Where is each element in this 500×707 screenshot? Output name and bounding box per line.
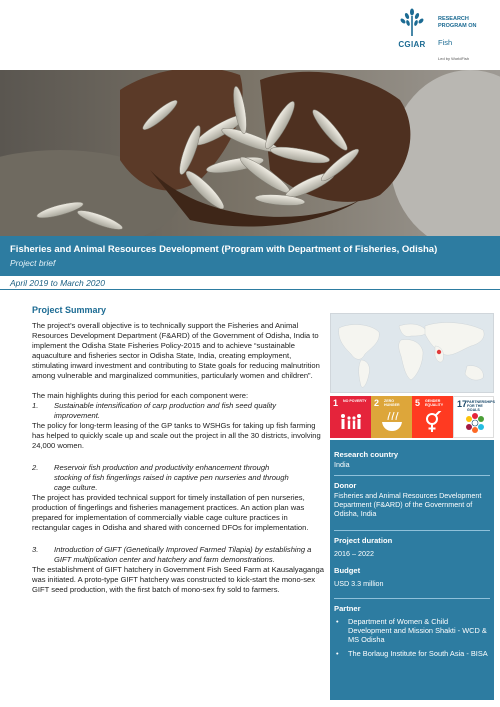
list-item: • Department of Women & Child Development and Mission Shakti - WCD & MS Odisha: [334, 617, 490, 644]
family-icon: [339, 411, 363, 433]
summary-intro: The project’s overall objective is to technically support the Fisheries and Animal Resources Development Department (F&ARD) of the Government of Odisha, India to implement the Odisha State Fisheries Policy-2015 and to achieve “sustainable aquaculture and fisheries sector in Odisha State, India, creating employment, stimulating inward investment and contributing to State goals for reducing malnutrition among vulnerable and marginalized communities, particularly women and children”.: [32, 321, 320, 380]
partner-list: [334, 617, 490, 658]
country-value: India: [334, 460, 350, 469]
hero-photo: [0, 70, 500, 236]
title-band: [0, 236, 500, 276]
donor-label: Donor: [334, 481, 357, 490]
budget-label: Budget: [334, 566, 361, 575]
country-label: Research country: [334, 450, 399, 459]
cgiar-wordmark: CGIAR: [398, 40, 426, 49]
summary-heading: Project Summary: [32, 305, 107, 315]
world-map-graphic: [331, 314, 494, 393]
budget-value: USD 3.3 million: [334, 579, 384, 588]
sdg-tile-2: [371, 396, 412, 438]
project-info-panel: [330, 440, 494, 700]
page-subtitle: Project brief: [10, 258, 56, 268]
sdg-tile-1: [330, 396, 371, 438]
sdg-tile-17: [453, 396, 494, 438]
donor-value: Fisheries and Animal Resources Development Department (F&ARD) of the Government of Odisha, India: [334, 491, 482, 518]
highlight-item: [32, 463, 324, 533]
highlight-item: [32, 545, 324, 595]
page-header: [0, 0, 500, 70]
highlight-body: The establishment of GIFT hatchery in Government Fish Seed Farm at Kausalyaganga was initiated. A proto-type GIFT hatchery was constructed to kick-start the mono-sex GIFT seed production, with the first batch of mono-sex fry sold to farmers.: [32, 565, 324, 594]
flower-icon: [463, 412, 487, 434]
highlight-item: [32, 401, 324, 451]
sdg-tile-5: [412, 396, 453, 438]
divider: [334, 475, 490, 476]
bowl-icon: [380, 411, 404, 433]
cgiar-fish-logo: [392, 8, 500, 64]
highlight-body: The project has provided technical support for timely installation of pen nurseries, production of fingerlings and fisheries management practices. An action plan was prepared for implementation of commercially viable cage culture practices in rectangular cages in Odisha and shared with concerned DFOs for implementation.: [32, 493, 309, 532]
sdg-number: 17: [457, 399, 468, 409]
page-title: Fisheries and Animal Resources Development (Program with Department of Fisheries, Odisha): [10, 244, 438, 255]
project-period: April 2019 to March 2020: [10, 278, 105, 288]
india-marker-icon: [437, 350, 441, 354]
list-item: • The Borlaug Institute for South Asia - BISA: [334, 649, 490, 658]
cgiar-wheat-icon: [396, 8, 428, 38]
divider: [334, 530, 490, 531]
highlight-body: The policy for long-term leasing of the GP tanks to WSHGs for taking up fish farming has helped to quickly scale up and scale out the project in all the 30 districts, involving 24,000 women.: [32, 421, 321, 450]
duration-label: Project duration: [334, 536, 393, 545]
highlights-intro: The main highlights during this period for each component were:: [32, 391, 249, 400]
sdg-number: 2: [374, 398, 380, 408]
gender-icon: [421, 411, 445, 433]
highlight-title: Reservoir fish production and productivity enhancement through stocking of fish fingerlings raised in captive pen nurseries and through cage culture.: [54, 463, 289, 492]
sdg-label: ZERO HUNGER: [384, 399, 400, 407]
program-name: Fish: [438, 38, 453, 47]
sdg-label: GENDER EQUALITY: [425, 399, 444, 407]
highlight-title: Sustainable intensification of carp production and fish seed quality improvement.: [54, 401, 277, 420]
fish-in-hands-illustration: [0, 70, 500, 236]
sdg-tiles: [330, 396, 494, 438]
sdg-label: PARTNERSHIPS FOR THE GOALS: [467, 400, 495, 412]
date-band: [0, 276, 500, 290]
sdg-number: 5: [415, 398, 421, 408]
program-label: RESEARCH PROGRAM ON: [438, 16, 477, 29]
divider: [334, 598, 490, 599]
project-summary: [32, 305, 324, 595]
duration-value: 2016 – 2022: [334, 549, 374, 558]
highlight-number: 2.: [32, 463, 39, 472]
highlight-title: Introduction of GIFT (Genetically Improved Farmed Tilapia) by establishing a GIFT multiplication center and hatchery and farm demonstrations.: [54, 545, 312, 564]
led-by-text: Led by WorldFish: [438, 56, 470, 61]
world-map: [330, 313, 494, 393]
highlight-number: 3.: [32, 545, 39, 554]
sdg-number: 1: [333, 398, 339, 408]
partner-label: Partner: [334, 604, 361, 613]
sdg-label: NO POVERTY: [343, 399, 367, 403]
highlight-number: 1.: [32, 401, 39, 410]
